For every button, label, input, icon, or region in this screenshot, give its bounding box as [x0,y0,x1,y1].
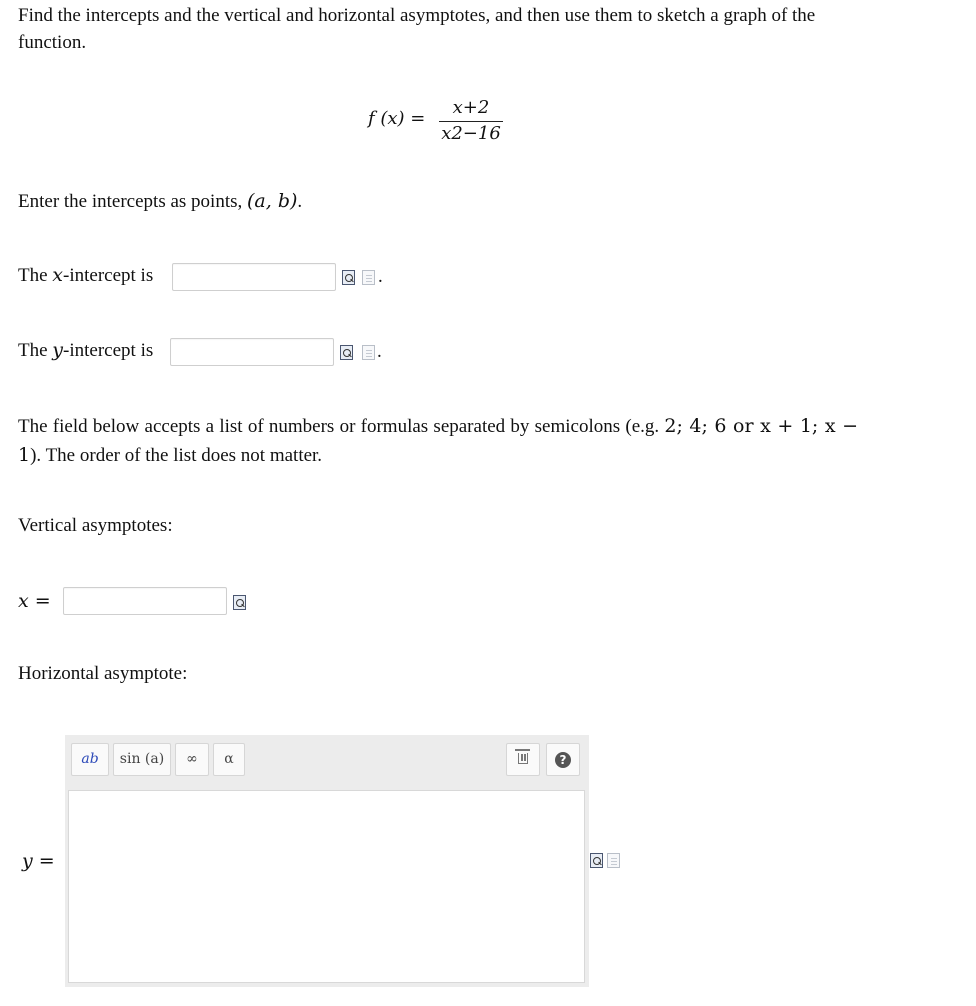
power-button[interactable]: ab [71,743,109,776]
function-fraction [439,98,503,144]
vertical-asymptote-label: x = [18,590,51,612]
point-format: (a, b) [247,190,298,212]
intercepts-instruction-end: . [297,191,303,212]
list-example: 2; 4; 6 or x + 1; x − 1 [18,415,859,466]
math-editor [65,735,589,987]
problem-prompt: Find the intercepts and the vertical and horizontal asymptotes, and then use them to sketch a graph of the function. [18,5,816,53]
list-instruction: The field below accepts a list of numbers or formulas separated by semicolons (e.g. 2; 4; 6 or x + 1; x − 1). The order of the list does not matter. [18,415,859,466]
x-intercept-end: . [378,266,383,287]
answer-note-icon[interactable] [362,345,375,360]
preview-answer-icon[interactable] [233,595,246,610]
help-button[interactable] [546,743,580,776]
vertical-asymptotes-heading: Vertical asymptotes: [18,515,173,536]
alpha-button[interactable]: α [213,743,245,776]
preview-answer-icon[interactable] [342,270,355,285]
clear-button[interactable] [506,743,540,776]
fraction-bar [439,121,503,122]
answer-note-icon[interactable] [607,853,620,868]
answer-note-icon[interactable] [362,270,375,285]
preview-answer-icon[interactable] [340,345,353,360]
function-denominator: x2−16 [441,123,501,144]
intercepts-instruction [18,190,302,213]
x-intercept-label: The x-intercept is [18,264,154,286]
horizontal-asymptote-heading: Horizontal asymptote: [18,663,188,684]
function-lhs: f (x) = [368,108,426,129]
preview-answer-icon[interactable] [590,853,603,868]
sin-button[interactable]: sin (a) [113,743,171,776]
vertical-asymptotes-input[interactable] [63,587,227,615]
trash-icon [518,753,528,764]
help-icon: ? [555,752,571,768]
intercepts-instruction-text: Enter the intercepts as points, [18,191,243,212]
y-variable: y [52,339,64,361]
y-intercept-input[interactable] [170,338,334,366]
horizontal-asymptote-label: y = [22,850,55,872]
horizontal-asymptote-editor-area[interactable] [68,790,585,983]
x-variable: x [52,264,64,286]
function-numerator: x+2 [452,97,490,118]
y-intercept-end: . [377,341,382,362]
infinity-button[interactable]: ∞ [175,743,209,776]
y-intercept-label: The y-intercept is [18,339,154,361]
x-intercept-input[interactable] [172,263,336,291]
